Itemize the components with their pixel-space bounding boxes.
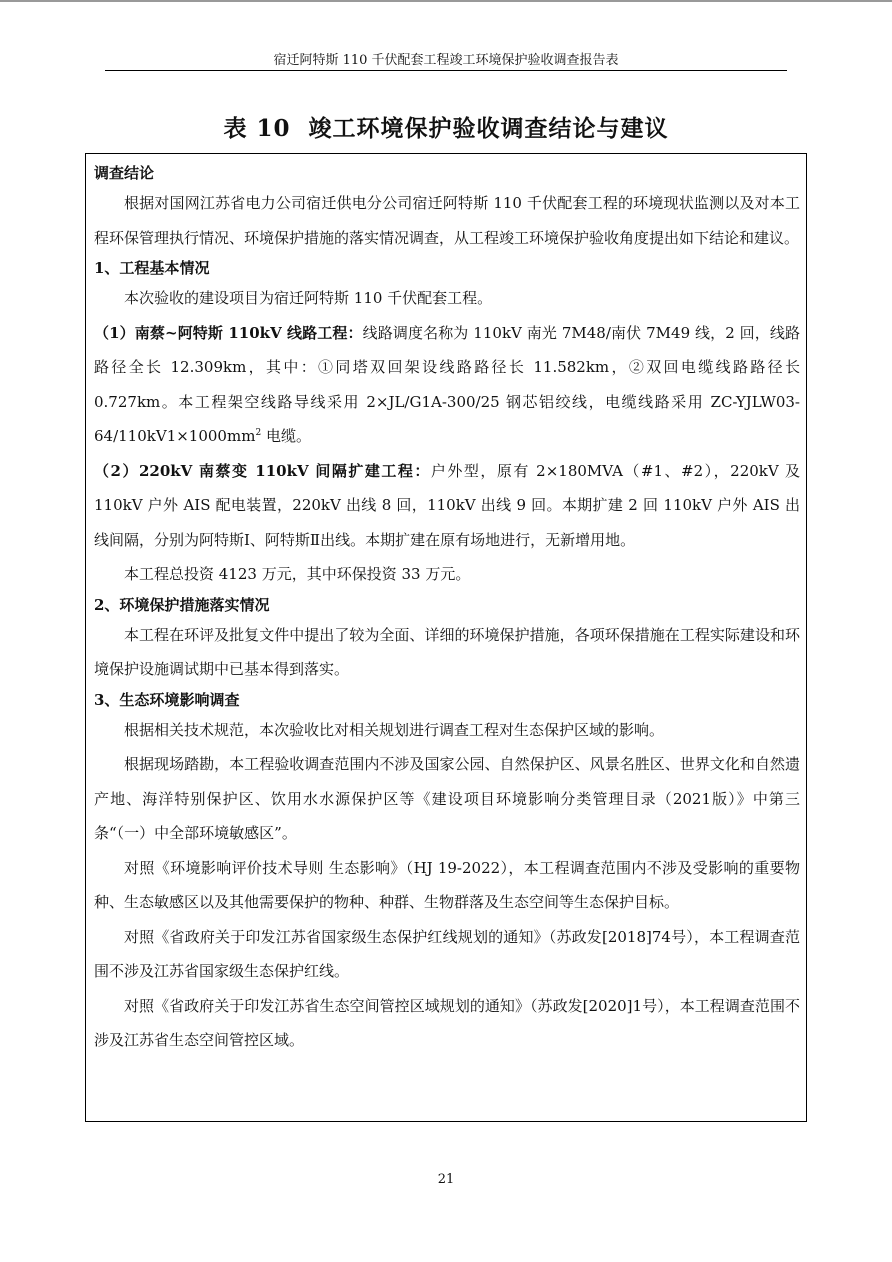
section1-item2	[94, 454, 800, 558]
header-divider	[105, 70, 787, 71]
item1-text: 线路调度名称为 110kV 南光 7M48/南伏 7M49 线，2 回，线路路径全长 12.309km，其中：①同塔双回架设线路路径长 11.582km，②双回电缆线路路径长 0.727km。本工程架空线路导线采用 2×JL/G1A-300/25 钢芯铝绞线，电缆线路采用 ZC-YJLW03-64/110kV1×1000mm	[94, 323, 800, 445]
item1-label: （1）南蔡~阿特斯 110kV 线路工程：	[94, 323, 363, 342]
section1-p1: 本次验收的建设项目为宿迁阿特斯 110 千伏配套工程。	[124, 289, 493, 307]
page-title	[0, 112, 892, 146]
item2-label: （2）220kV 南蔡变 110kV 间隔扩建工程：	[94, 461, 431, 480]
section3-p4: 对照《省政府关于印发江苏省国家级生态保护红线规划的通知》（苏政发[2018]74号），本工程调查范围不涉及江苏省国家级生态保护红线。	[94, 927, 800, 980]
section1-investment: 本工程总投资 4123 万元，其中环保投资 33 万元。	[124, 565, 471, 583]
section3-p1: 根据相关技术规范，本次验收比对相关规划进行调查工程对生态保护区域的影响。	[124, 720, 665, 739]
page-number: 21	[437, 1172, 455, 1187]
section3-p2: 根据现场踏勘，本工程验收调查范围内不涉及国家公园、自然保护区、风景名胜区、世界文化和自然遗产地、海洋特别保护区、饮用水水源保护区等《建设项目环境影响分类管理目录（2021版）》中第三条“（一）中全部环境敏感区”。	[94, 755, 800, 842]
content-body	[94, 160, 800, 1058]
conclusion-heading: 调查结论	[94, 164, 155, 182]
section1-heading: 1、工程基本情况	[94, 259, 210, 277]
title-text: 竣工环境保护验收调查结论与建议	[308, 115, 669, 142]
running-header: 宿迁阿特斯 110 千伏配套工程竣工环境保护验收调查报告表	[273, 53, 619, 68]
section1-item1	[94, 316, 800, 454]
conclusion-intro: 根据对国网江苏省电力公司宿迁供电分公司宿迁阿特斯 110 千伏配套工程的环境现状监测以及对本工程环保管理执行情况、环境保护措施的落实情况调查，从工程竣工环境保护验收角度提出如下结论和建议。	[94, 194, 800, 247]
item1-sup: 2	[255, 428, 262, 438]
content-table	[85, 153, 807, 1122]
table-number: 表 10	[223, 115, 291, 142]
section2-p1: 本工程在环评及批复文件中提出了较为全面、详细的环境保护措施，各项环保措施在工程实际建设和环境保护设施调试期中已基本得到落实。	[94, 625, 800, 678]
item1-tail: 电缆。	[261, 427, 311, 445]
top-border	[0, 0, 892, 2]
item2-text: 户外型，原有 2×180MVA（#1、#2），220kV 及 110kV 户外 AIS 配电装置，220kV 出线 8 回，110kV 出线 9 回。本期扩建 2 回 110kV 户外 AIS 出线间隔，分别为阿特斯Ⅰ、阿特斯Ⅱ出线。本期扩建在原有场地进行，无新增用地。	[94, 461, 801, 549]
section3-p3: 对照《环境影响评价技术导则 生态影响》（HJ 19-2022），本工程调查范围内不涉及受影响的重要物种、生态敏感区以及其他需要保护的物种、种群、生物群落及生态空间等生态保护目标。	[94, 858, 800, 911]
section2-heading: 2、环境保护措施落实情况	[94, 595, 270, 614]
section3-heading: 3、生态环境影响调查	[94, 690, 240, 709]
section3-p5: 对照《省政府关于印发江苏省生态空间管控区域规划的通知》（苏政发[2020]1号），本工程调查范围不涉及江苏省生态空间管控区域。	[94, 996, 800, 1049]
